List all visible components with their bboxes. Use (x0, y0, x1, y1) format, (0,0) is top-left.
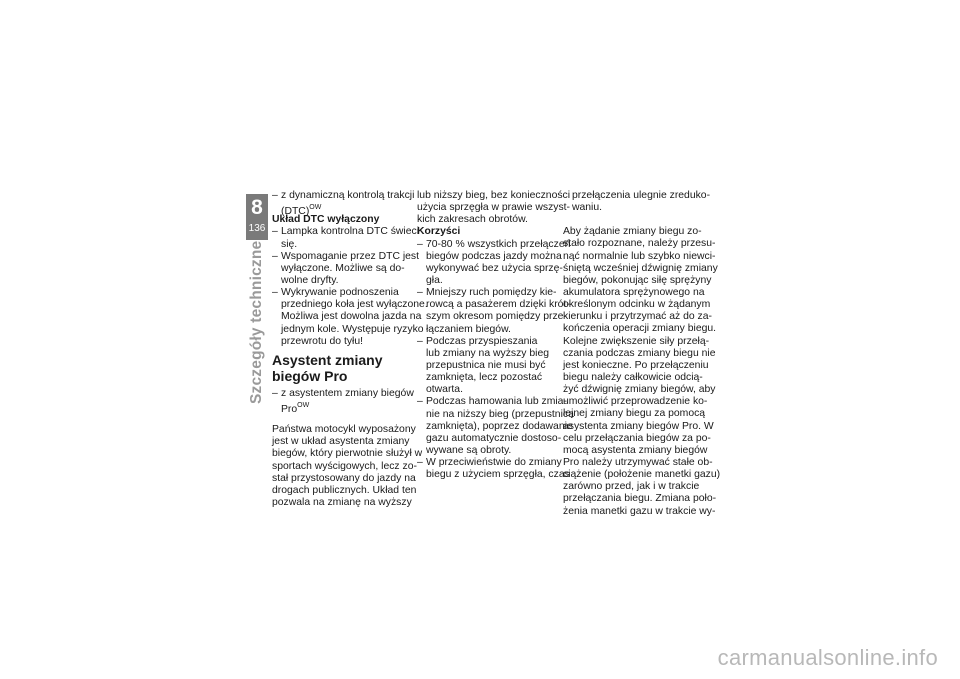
list-item: – Lampka kontrolna DTC świeci (272, 226, 420, 238)
text-column-3 (563, 190, 721, 518)
text-column-2 (417, 190, 574, 481)
list-item: – W przeciwieństwie do zmiany (417, 457, 562, 469)
text-line: jednym kole. Występuje ryzyko (281, 323, 424, 335)
page-number: 136 (248, 223, 266, 234)
text-line: zamknięta, lecz pozostać (426, 372, 543, 384)
text-line: mocą asystenta zmiany biegów (563, 444, 708, 456)
text-line: stało rozpoznane, należy przesu- (563, 238, 716, 250)
text-line: drogach publicznych. Układ ten (272, 484, 417, 496)
text-line: jest w układ asystenta zmiany (272, 436, 410, 448)
list-item: – Mniejszy ruch pomiędzy kie- (417, 287, 557, 299)
text-line: lub niższy bieg, bez konieczności (417, 190, 571, 201)
text-line: rowcą a pasażerem dzięki krót- (426, 299, 570, 311)
text-line: asystenta zmiany biegów Pro. W (563, 420, 714, 432)
text-line: biegów, który pierwotnie służył w (272, 448, 423, 460)
text-line: określonym odcinku w żądanym (563, 299, 711, 311)
text-column-1 (272, 190, 428, 509)
text-line: Pro$^{OW}$ (281, 401, 310, 415)
text-line: użycia sprzęgła w prawie wszyst- (417, 202, 571, 214)
text-line: lejnej zmiany biegu za pomocą (563, 408, 706, 420)
list-item: – z dynamiczną kontrolą trakcji (272, 190, 415, 201)
text-line: szym okresom pomiędzy prze- (426, 311, 567, 323)
watermark: carmanualsonline.info (717, 645, 938, 670)
text-line: wykonywać bez użycia sprzę- (426, 262, 563, 274)
text-line: Możliwa jest dowolna jazda na (281, 311, 422, 323)
text-line: kich zakresach obrotów. (417, 214, 528, 226)
text-line: gła. (426, 274, 443, 286)
text-line: Państwa motocykl wyposażony (272, 424, 416, 436)
text-line: przełączania biegu. Zmiana poło- (563, 493, 717, 505)
text-line: wyłączone. Możliwe są do- (281, 262, 405, 274)
text-line: Pro należy utrzymywać stałe ob- (563, 456, 713, 468)
text-line: waniu. (572, 202, 603, 214)
text-line: biegów, pokonując siłę sprężyny (563, 274, 712, 286)
text-line: ciążenie (położenie manetki gazu) (563, 469, 721, 481)
text-line: nie na niższy bieg (przepustnica (426, 408, 574, 420)
section-heading-shift-assist: Asystent zmiany (272, 351, 383, 368)
list-item: – Wykrywanie podnoszenia (272, 287, 399, 299)
text-line: biegu należy całkowicie odcią- (563, 371, 703, 383)
text-line: umożliwić przeprowadzenie ko- (563, 396, 708, 408)
text-line: jest konieczne. Po przełączeniu (563, 359, 709, 371)
text-line: zamknięta), poprzez dodawanie (426, 420, 573, 432)
list-item: – Podczas przyspieszania (417, 335, 538, 347)
text-line: przepustnica nie musi być (426, 359, 546, 371)
text-line: żyć dźwignię zmiany biegów, aby (563, 384, 716, 396)
text-line: przewrotu do tyłu! (281, 335, 364, 347)
list-item: – Podczas hamowania lub zmia- (417, 396, 567, 408)
text-line: nąć normalnie lub szybko niewci- (563, 250, 716, 262)
list-item: – 70-80 % wszystkich przełączeń (417, 238, 571, 250)
text-line: łączaniem biegów. (426, 323, 511, 335)
text-line: śniętą wcześniej dźwignię zmiany (563, 262, 718, 274)
text-line: czania podczas zmiany biegu nie (563, 347, 716, 359)
text-line: otwarta. (426, 384, 463, 396)
text-line: przedniego koła jest wyłączone. (281, 299, 428, 311)
text-line: celu przełączania biegów za po- (563, 432, 711, 444)
text-line: pozwala na zmianę na wyższy (272, 496, 412, 508)
section-heading-benefits: Korzyści (417, 226, 461, 238)
text-line: przełączenia ulegnie zreduko- (572, 190, 711, 201)
list-item: – Wspomaganie przez DTC jest (272, 250, 420, 262)
text-line: Aby żądanie zmiany biegu zo- (563, 226, 702, 238)
text-line: wolne dryfty. (281, 274, 339, 286)
text-line: zarówno przed, jak i w trakcie (563, 481, 700, 493)
text-line: kierunku i przytrzymać aż do za- (563, 311, 712, 323)
section-heading-shift-assist-2: biegów Pro (272, 367, 348, 384)
chapter-title-vertical: Szczegóły techniczne (248, 240, 265, 404)
text-line: się. (281, 238, 298, 250)
list-item: – z asystentem zmiany biegów (272, 387, 414, 399)
text-line: biegu z użyciem sprzęgła, czas (426, 469, 570, 481)
text-line: stał przystosowany do jazdy na (272, 472, 416, 484)
text-line: lub zmiany na wyższy bieg (426, 347, 550, 359)
text-line: biegów podczas jazdy można (426, 250, 562, 262)
text-line: wywane są obroty. (426, 444, 512, 456)
text-line: (DTC)$^{OW}$ (281, 204, 322, 218)
chapter-number: 8 (251, 196, 263, 219)
section-heading-dtc-off: Układ DTC wyłączony (272, 214, 380, 226)
text-line: żenia manetki gazu w trakcie wy- (563, 505, 716, 517)
text-line: gazu automatycznie dostoso- (426, 432, 562, 444)
text-line: akumulatora sprężynowego na (563, 286, 705, 298)
text-line: kończenia operacji zmiany biegu. (563, 323, 717, 335)
text-line: sportach wyścigowych, lecz zo- (272, 460, 417, 472)
text-line: Kolejne zwiększenie siły przełą- (563, 335, 710, 347)
